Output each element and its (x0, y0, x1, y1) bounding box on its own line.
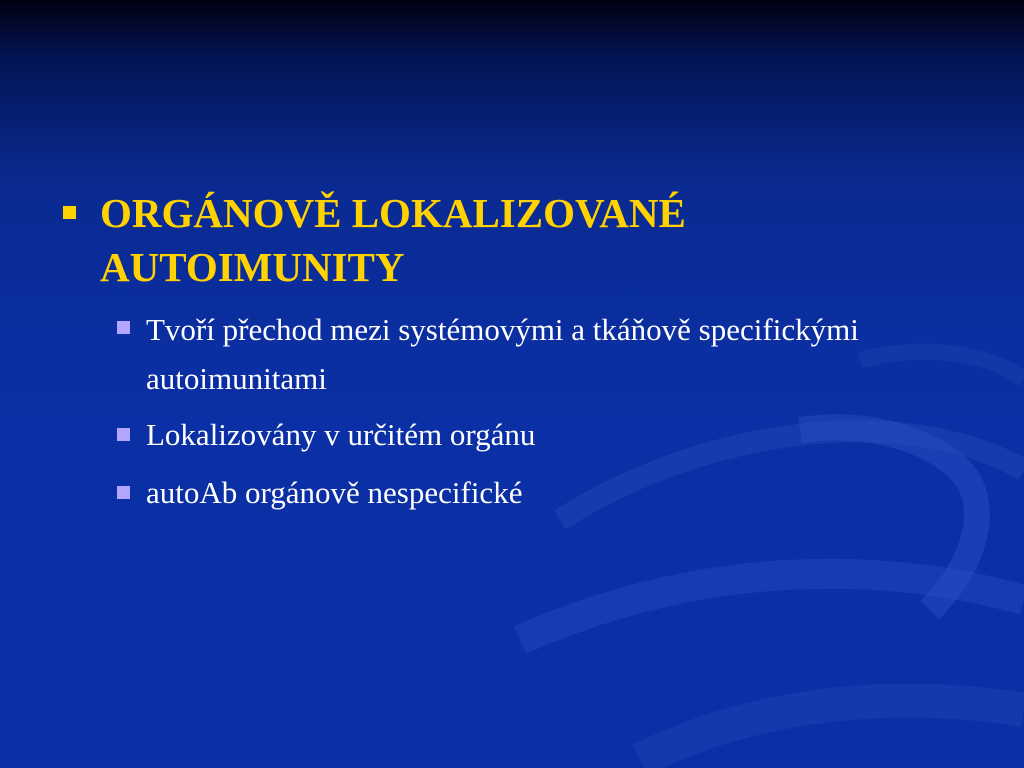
item-bullet-icon (117, 428, 130, 441)
item-bullet-icon (117, 321, 130, 334)
item-bullet-icon (117, 486, 130, 499)
list-item: Lokalizovány v určitém orgánu (146, 417, 536, 452)
list-item: autoAb orgánově nespecifické (146, 475, 523, 510)
list-item: Tvoří přechod mezi systémovými a tkáňově specifickými autoimunitami (146, 312, 859, 396)
heading-bullet-icon (63, 206, 76, 219)
slide-heading: ORGÁNOVĚ LOKALIZOVANÉ AUTOIMUNITY (100, 190, 686, 290)
